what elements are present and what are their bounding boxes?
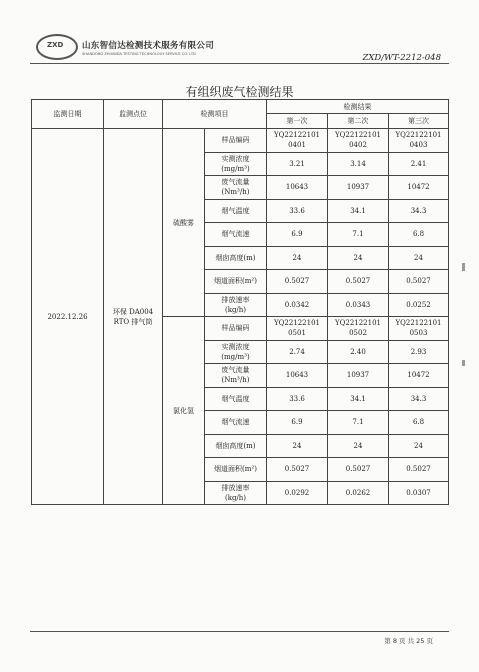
result-value: 2.40 [350,347,366,356]
result-value: 10937 [346,371,370,380]
result-cell [328,458,389,482]
page-title: 有组织废气检测结果 [185,85,294,99]
result-value: 24 [353,253,363,262]
result-cell [389,293,449,317]
result-cell [389,129,449,153]
test-item-label-line: 烟囱高度(m) [215,253,256,262]
result-value: 0403 [409,141,428,150]
test-item-label-line: 实测浓度 [221,154,250,163]
result-cell [389,199,449,223]
result-cell [267,129,328,153]
test-item-label-line: 烟囱高度(m) [215,441,256,450]
test-item-label-line: 样品编码 [221,136,250,145]
result-cell [389,152,449,176]
result-cell [328,223,389,247]
result-cell [328,387,389,411]
result-value: 10643 [285,183,309,192]
result-cell [328,481,389,505]
result-value: 24 [414,253,423,262]
test-item-label [205,387,267,411]
margin-mark [462,360,465,366]
header-divider [30,63,449,64]
result-cell [389,434,449,458]
company-name-cn: 山东智信达检测技术服务有限公司 [82,40,215,51]
test-item-label [205,458,267,482]
test-item-label [205,152,267,176]
test-item-label [205,434,267,458]
test-item-label [205,317,267,341]
result-value: 33.6 [289,206,305,215]
result-value: YQ22122101 [395,131,442,140]
result-value: 0.5027 [406,465,431,474]
result-value: 34.3 [410,394,427,403]
result-value: 6.8 [412,418,425,427]
result-value: 0503 [409,329,428,338]
test-item-label-line: 废气流量 [221,178,250,187]
monitoring-date: 2022.12.26 [32,129,104,505]
result-value: YQ22122101 [335,131,381,140]
test-item-label-line: 排放速率 [221,483,250,492]
result-value: YQ22122101 [395,319,442,328]
result-cell [389,481,449,505]
result-cell [389,223,449,247]
result-cell [267,481,328,505]
result-value: 2.93 [410,347,427,356]
result-cell [389,340,449,364]
result-value: 0.5027 [284,277,310,286]
result-cell [267,293,328,317]
result-value: 0.5027 [284,465,310,474]
result-cell [389,387,449,411]
result-value: 33.6 [289,394,305,403]
result-value: 0401 [288,141,306,150]
result-value: 34.1 [350,394,366,403]
result-value: 3.21 [289,159,305,168]
result-cell [389,458,449,482]
result-cell [328,364,389,388]
result-value: 24 [292,441,302,450]
result-value: 0.0292 [284,488,310,497]
result-value: 0.0252 [406,300,431,309]
company-name [82,39,214,56]
result-cell [328,317,389,341]
result-value: 0.0262 [345,488,371,497]
test-item-label-line: 实测浓度 [221,342,250,351]
test-item-label [205,246,267,270]
test-item-unit: (mg/m³) [221,352,250,361]
result-value: 0.5027 [345,465,371,474]
results-table [31,99,449,505]
result-value: 10472 [407,371,430,380]
result-value: 0.5027 [345,277,371,286]
header-run-1: 第一次 [267,114,328,129]
result-cell [267,246,328,270]
result-cell [328,293,389,317]
result-cell [389,270,449,294]
result-value: 6.9 [291,230,303,239]
result-value: 2.41 [410,159,427,168]
result-value: 0402 [349,141,367,150]
test-item-label-line: 烟气温度 [221,206,250,215]
result-cell [328,199,389,223]
result-value: 7.1 [352,418,364,427]
result-cell [328,270,389,294]
result-cell [267,152,328,176]
footer-divider [30,631,449,632]
result-cell [267,458,328,482]
result-cell [389,176,449,200]
company-name-en: SHANDONG ZHIXINDA TESTING TECHNOLOGY SERVICE CO. LTD [82,51,196,56]
header-run-3: 第三次 [389,114,449,129]
header-point: 监测点位 [104,100,163,129]
result-value: 34.1 [350,206,366,215]
result-value: 34.3 [410,206,427,215]
result-value: 10937 [346,183,370,192]
result-cell [267,387,328,411]
header-run-2: 第二次 [328,114,389,129]
monitoring-point [104,129,163,505]
test-item-label-line: 样品编码 [221,324,250,333]
result-cell [267,434,328,458]
result-value: 6.9 [291,418,303,427]
test-item-label [205,223,267,247]
result-value: 24 [353,441,363,450]
result-value: 0501 [288,329,306,338]
result-value: 6.8 [412,230,425,239]
test-item-label-line: 烟道面积(m²) [214,465,257,474]
result-value: 3.14 [350,159,366,168]
result-cell [267,364,328,388]
page-number: 第 8 页 共 25 页 [384,637,433,645]
header-results: 检测结果 [267,100,449,114]
result-cell [267,340,328,364]
table-header-row [32,100,449,114]
result-cell [389,411,449,435]
result-value: 2.74 [289,347,305,356]
result-value: 24 [292,253,302,262]
test-item-label [205,129,267,153]
result-cell [389,317,449,341]
test-item-label [205,293,267,317]
result-value: 0502 [349,329,367,338]
monitoring-point-line: RTO 排气筒 [113,317,153,326]
result-cell [328,152,389,176]
result-cell [267,270,328,294]
result-value: 0.0342 [284,300,310,309]
result-value: 10472 [407,183,430,192]
company-logo-icon: ZXD [36,34,78,60]
result-cell [328,176,389,200]
test-item-label [205,270,267,294]
test-item-label-line: 烟气温度 [221,394,250,403]
test-item-label [205,481,267,505]
test-item-label [205,176,267,200]
test-item-unit: (kg/h) [224,305,247,314]
result-value: 0.0307 [406,488,431,497]
result-value: YQ22122101 [274,319,320,328]
result-value: 0.5027 [406,277,431,286]
document-number: ZXD/WT-2212-048 [362,53,441,63]
result-cell [328,129,389,153]
result-value: 10643 [285,371,309,380]
monitoring-point-line: 环保 DA004 [112,307,154,316]
test-item-label [205,199,267,223]
pollutant-name: 硫酸雾 [163,129,205,317]
result-cell [328,340,389,364]
result-cell [267,199,328,223]
test-item-unit: (Nm³/h) [221,376,250,385]
result-cell [389,246,449,270]
result-cell [267,176,328,200]
test-item-label [205,411,267,435]
test-item-label-line: 废气流量 [221,366,250,375]
result-value: 7.1 [352,230,364,239]
test-item-unit: (mg/m³) [221,164,250,173]
company-logo [36,34,214,60]
test-item-label-line: 烟气流速 [221,418,250,427]
result-cell [328,411,389,435]
result-value: YQ22122101 [335,319,381,328]
test-item-unit: (Nm³/h) [221,188,250,197]
result-cell [267,317,328,341]
result-value: YQ22122101 [274,131,320,140]
pollutant-name: 氯化氢 [163,317,205,505]
result-cell [267,411,328,435]
test-item-unit: (kg/h) [224,493,247,502]
test-item-label [205,364,267,388]
test-item-label-line: 烟气流速 [221,230,250,239]
header-date: 监测日期 [32,100,104,129]
results-table-body [32,100,449,505]
header-item: 检测项目 [163,100,267,129]
result-cell [389,364,449,388]
test-item-label [205,340,267,364]
result-value: 24 [414,441,423,450]
test-item-label-line: 烟道面积(m²) [214,277,257,286]
result-cell [328,434,389,458]
result-value: 0.0343 [345,300,371,309]
margin-mark [462,263,465,271]
table-row [32,129,449,153]
result-cell [328,246,389,270]
test-item-label-line: 排放速率 [221,295,250,304]
result-cell [267,223,328,247]
